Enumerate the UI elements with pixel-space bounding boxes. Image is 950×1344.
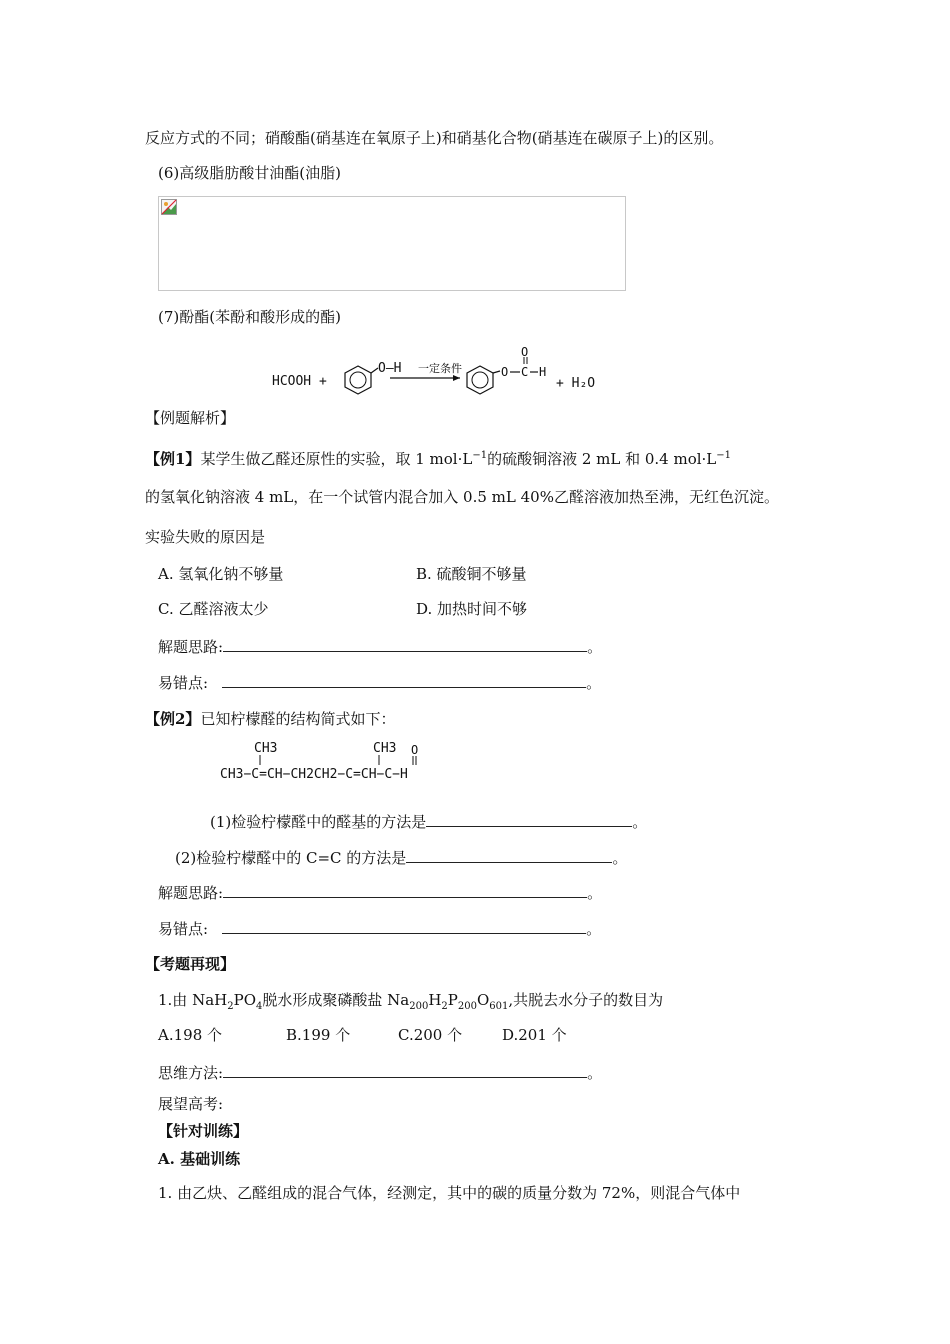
exam-option-c: C.200 个	[398, 1026, 463, 1044]
reaction-condition: 一定条件	[418, 362, 462, 375]
exam-option-d: D.201 个	[502, 1026, 567, 1044]
item-6-heading: (6)高级脂肪酸甘油酯(油脂)	[158, 164, 341, 182]
period: 。	[586, 674, 602, 692]
thinking-row-2	[158, 882, 602, 903]
subscript: 4	[256, 1001, 263, 1012]
outlook-label: 展望高考:	[158, 1095, 224, 1113]
option-a: A. 氢氧化钠不够量	[158, 565, 284, 583]
answer-blank[interactable]	[222, 918, 586, 934]
question-text: (2)检验柠檬醛中的 C=C 的方法是	[175, 849, 407, 867]
period: 。	[632, 813, 648, 831]
exam-option-a: A.198 个	[158, 1026, 222, 1044]
broken-image-icon	[161, 199, 177, 215]
phenol-ester-reaction	[268, 346, 608, 396]
paragraph-line: 反应方式的不同；硝酸酯(硝基连在氧原子上)和硝基化合物(硝基连在碳原子上)的区别。	[145, 129, 724, 147]
reactant-formic-acid: HCOOH +	[272, 374, 327, 389]
question-text: P	[447, 991, 458, 1009]
subscript: 200	[409, 1001, 429, 1012]
superscript: −1	[716, 450, 732, 461]
question-text: H	[428, 991, 442, 1009]
training-question-1: 1. 由乙炔、乙醛组成的混合气体，经测定，其中的碳的质量分数为 72%，则混合气体中	[158, 1184, 741, 1202]
question-text: 1.由 NaH	[158, 991, 228, 1009]
example-2-question-1	[210, 811, 647, 832]
thinking-row-1	[158, 636, 602, 657]
basic-training-heading: A. 基础训练	[158, 1150, 241, 1168]
example-2-tag: 【例2】	[145, 710, 201, 728]
subscript: 2	[227, 1001, 234, 1012]
example-1-text-b: 的硫酸铜溶液 2 mL 和 0.4 mol·L	[487, 450, 717, 468]
option-d: D. 加热时间不够	[416, 600, 528, 618]
error-label: 易错点:	[158, 674, 209, 692]
question-text: PO	[233, 991, 256, 1009]
method-label: 思维方法:	[158, 1064, 224, 1082]
methyl-right: CH3	[373, 741, 397, 756]
example-1-text-a: 某学生做乙醛还原性的实验，取 1 mol·L	[200, 450, 473, 468]
period: 。	[587, 1064, 603, 1082]
thinking-label: 解题思路:	[158, 638, 224, 656]
section-exam: 【考题再现】	[145, 955, 236, 973]
question-text: 脱水形成聚磷酸盐 Na	[262, 991, 410, 1009]
citral-structure	[218, 738, 458, 784]
thinking-label: 解题思路:	[158, 884, 224, 902]
question-text: (1)检验柠檬醛中的醛基的方法是	[210, 813, 427, 831]
exam-question-1	[158, 990, 663, 1017]
period: 。	[587, 638, 603, 656]
example-1-line2: 的氢氧化钠溶液 4 mL，在一个试管内混合加入 0.5 mL 40%乙醛溶液加热至沸，无红色沉淀。	[145, 488, 779, 506]
image-placeholder	[158, 196, 626, 291]
subscript: 601	[489, 1001, 509, 1012]
answer-blank[interactable]	[406, 847, 612, 863]
example-2-line	[145, 709, 395, 729]
carbonyl-oxygen: O	[411, 743, 419, 757]
answer-blank[interactable]	[223, 636, 587, 652]
citral-chain: CH3−C=CH−CH2CH2−C=CH−C−H	[220, 767, 408, 782]
item-7-heading: (7)酚酯(苯酚和酸形成的酯)	[158, 308, 341, 326]
answer-blank[interactable]	[426, 811, 632, 827]
ester-oxygen: O	[501, 365, 509, 379]
period: 。	[612, 849, 628, 867]
error-row-1	[158, 672, 601, 693]
option-b: B. 硫酸铜不够量	[416, 565, 527, 583]
benzene-ring-icon	[467, 366, 493, 394]
example-1-line1	[145, 446, 731, 469]
benzene-ring-icon	[345, 366, 371, 394]
answer-blank[interactable]	[223, 882, 587, 898]
answer-blank[interactable]	[222, 672, 586, 688]
question-text: O	[476, 991, 490, 1009]
formyl-hydrogen: H	[539, 365, 547, 379]
superscript: −1	[472, 450, 488, 461]
hydroxyl-group: O—H	[378, 361, 402, 376]
methyl-left: CH3	[254, 741, 278, 756]
option-c: C. 乙醛溶液太少	[158, 600, 269, 618]
error-row-2	[158, 918, 601, 939]
exam-option-b: B.199 个	[286, 1026, 351, 1044]
carbonyl-oxygen: O	[521, 346, 529, 359]
section-examples: 【例题解析】	[145, 409, 236, 427]
subscript: 2	[441, 1001, 448, 1012]
subscript: 200	[457, 1001, 477, 1012]
section-training: 【针对训练】	[158, 1122, 249, 1140]
period: 。	[586, 920, 602, 938]
example-2-question-2	[175, 847, 627, 868]
example-2-text: 已知柠檬醛的结构简式如下：	[200, 710, 396, 728]
question-text: ,共脱去水分子的数目为	[508, 991, 664, 1009]
period: 。	[587, 884, 603, 902]
example-1-line3: 实验失败的原因是	[145, 528, 266, 546]
error-label: 易错点:	[158, 920, 209, 938]
example-1-tag: 【例1】	[145, 450, 201, 468]
water-product: + H₂O	[556, 376, 596, 391]
answer-blank[interactable]	[223, 1062, 587, 1078]
carbonyl-carbon: C	[521, 365, 529, 379]
method-row	[158, 1062, 602, 1083]
